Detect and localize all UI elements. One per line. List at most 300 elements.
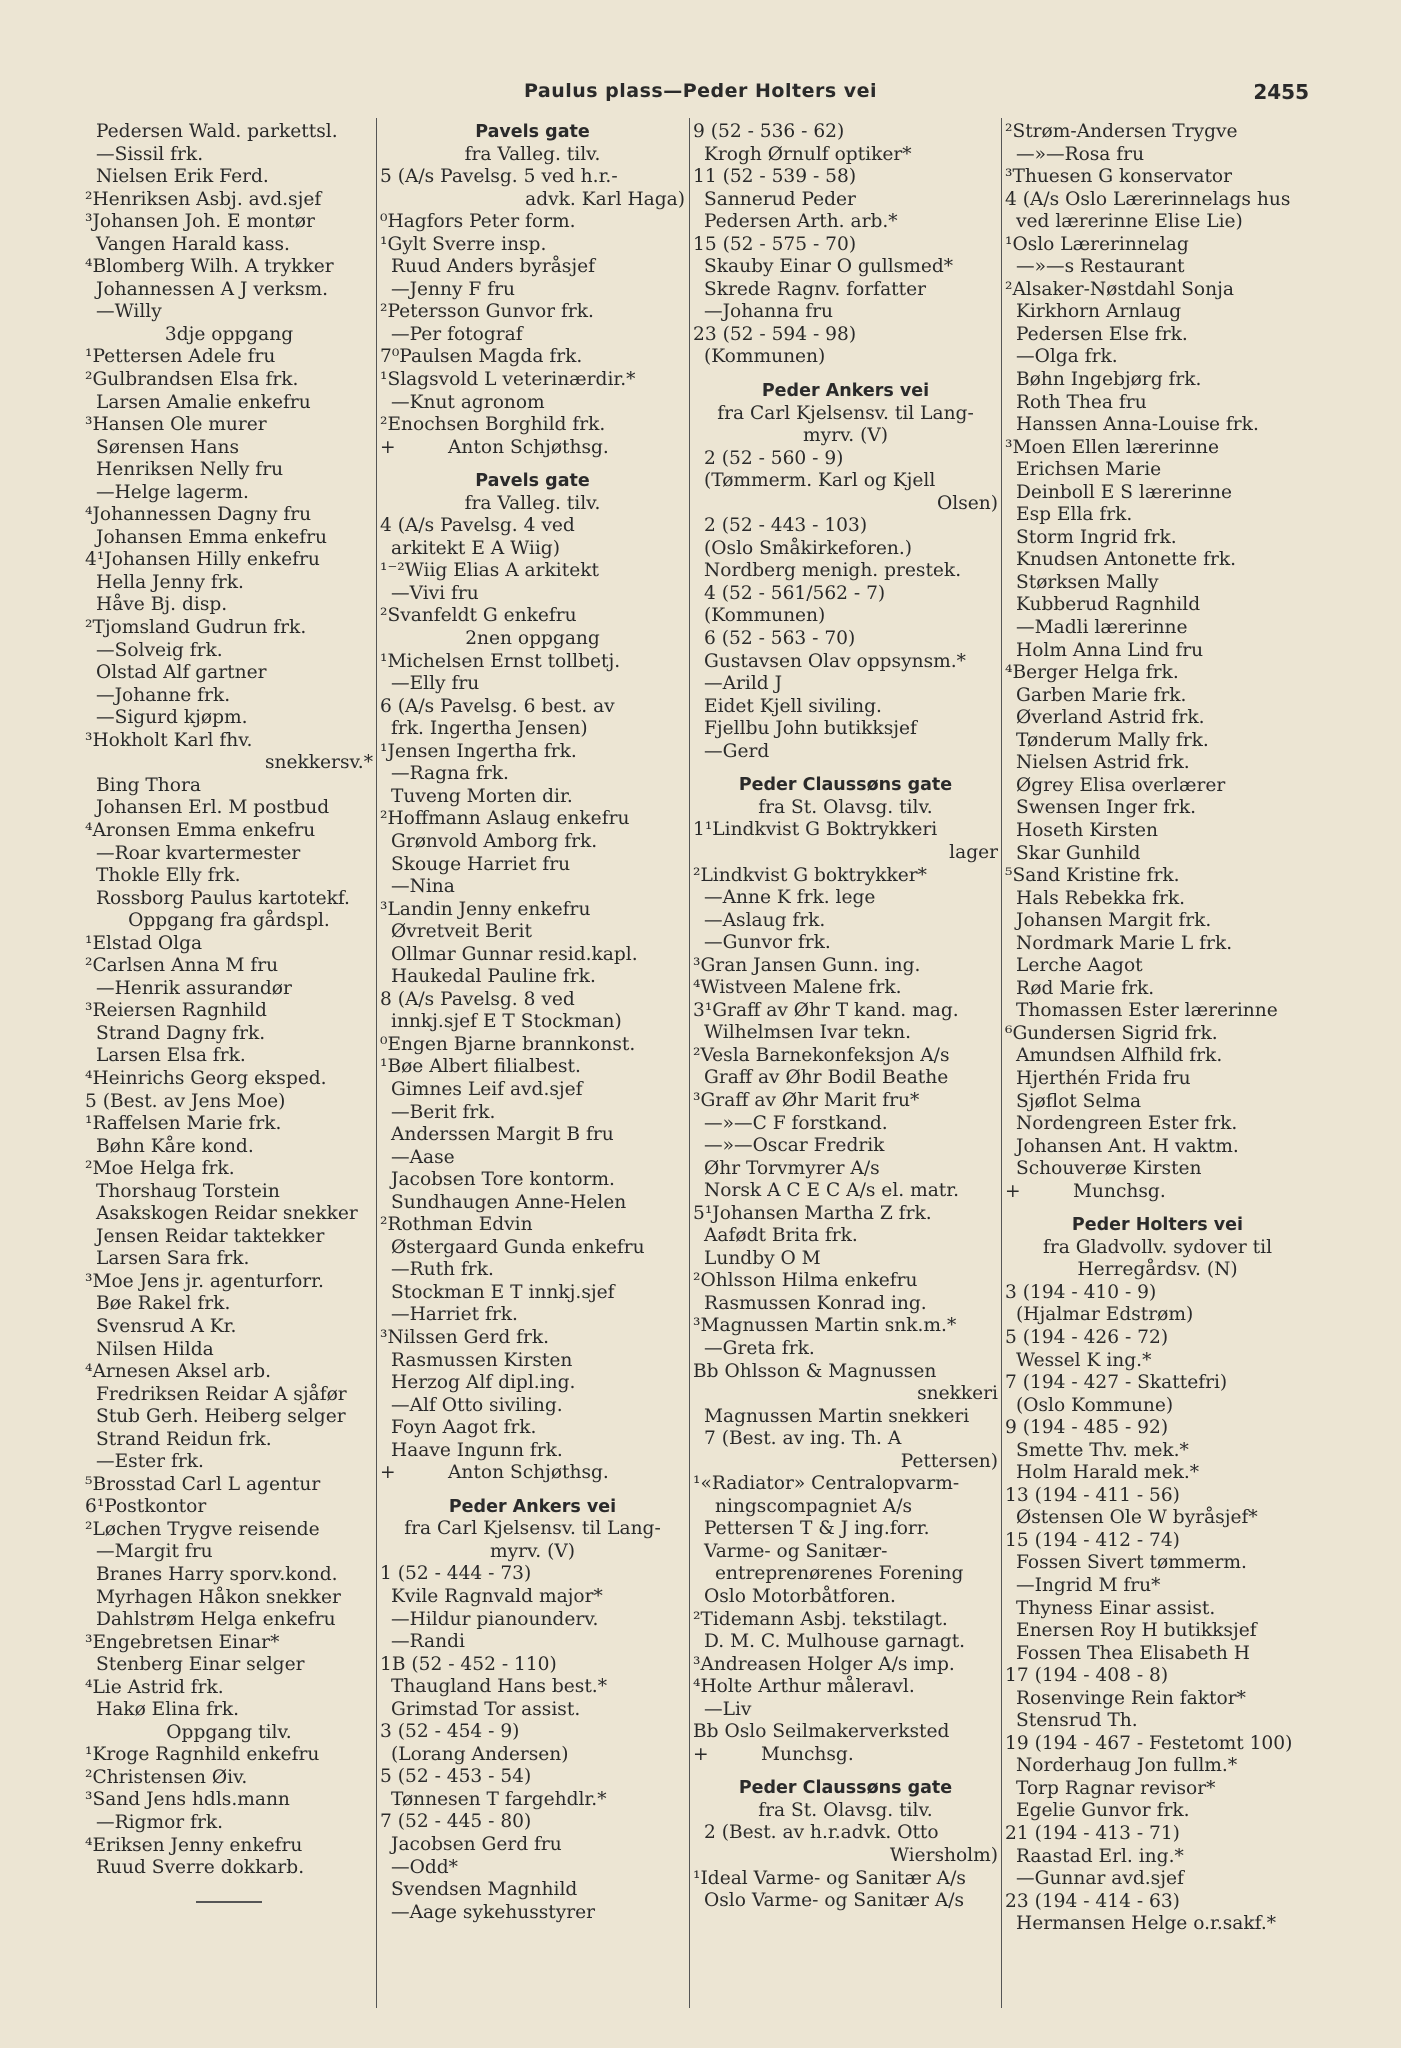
directory-line: ²Vesla Barnekonfeksjon A/s xyxy=(693,1044,950,1066)
directory-line: fra St. Olavsg. tilv. xyxy=(758,1799,933,1821)
directory-line: 2nen oppgang xyxy=(465,628,600,650)
section-rule xyxy=(85,1891,373,1914)
directory-line: fra Valleg. tilv. xyxy=(464,492,601,514)
directory-line: Nilsen Hilda xyxy=(96,1338,214,1360)
directory-line: Holm Harald mek.* xyxy=(1016,1462,1200,1484)
directory-line: Henriksen Nelly fru xyxy=(96,459,284,481)
directory-line: —»—C F forstkand. xyxy=(704,1112,888,1134)
directory-line: 23 (52 - 594 - 98) xyxy=(693,323,857,345)
directory-line: Øvretveit Berit xyxy=(391,921,532,943)
directory-line: arkitekt E A Wiig) xyxy=(391,537,560,559)
directory-line: 6 (A/s Pavelsg. 6 best. av xyxy=(380,695,615,717)
directory-line: 9 (52 - 536 - 62) xyxy=(693,121,845,142)
running-title: Paulus plass—Peder Holters vei xyxy=(523,80,878,102)
directory-line: ved lærerinne Elise Lie) xyxy=(1016,211,1243,233)
directory-line: Holm Anna Lind fru xyxy=(1016,639,1204,661)
directory-line: Nordengreen Ester frk. xyxy=(1016,1113,1238,1135)
directory-line: ⁴Blomberg Wilh. A trykker xyxy=(85,256,334,278)
directory-line: —Nina xyxy=(391,876,455,898)
directory-line: Øverland Astrid frk. xyxy=(1016,707,1205,729)
directory-line: —Johanna fru xyxy=(704,301,833,323)
directory-line: Hals Rebekka frk. xyxy=(1016,887,1186,909)
directory-line: 7⁰Paulsen Magda frk. xyxy=(380,346,583,368)
directory-line: Wilhelmsen Ivar tekn. xyxy=(704,1022,912,1044)
directory-line: —Sissil frk. xyxy=(96,143,204,165)
spacer xyxy=(693,1766,998,1777)
column-1 xyxy=(85,121,373,1913)
street-heading: Peder Holters vei xyxy=(1071,1215,1244,1236)
directory-line: Jacobsen Tore kontorm. xyxy=(391,1169,615,1191)
directory-line: 23 (194 - 414 - 63) xyxy=(1005,1890,1180,1912)
directory-line: ³Hokholt Karl fhv. xyxy=(85,729,253,751)
directory-line: Hella Jenny frk. xyxy=(96,571,244,593)
directory-line: ¹Slagsvold L veterinærdir.* xyxy=(380,369,636,391)
column-divider xyxy=(1001,118,1002,2008)
directory-line: —Willy xyxy=(96,301,162,323)
directory-line: (Kommunen) xyxy=(704,346,826,368)
directory-line: Hakø Elina frk. xyxy=(96,1699,240,1721)
directory-line: Deinboll E S lærerinne xyxy=(1016,481,1232,503)
directory-line: D. M. C. Mulhouse garnagt. xyxy=(704,1631,966,1653)
directory-line: Johansen Margit frk. xyxy=(1016,910,1212,932)
directory-line: —Aslaug frk. xyxy=(704,909,826,931)
directory-line: Enersen Roy H butikksjef xyxy=(1016,1620,1257,1642)
directory-line: 4 (A/s Pavelsg. 4 ved xyxy=(380,515,575,537)
directory-line: Kubberud Ragnhild xyxy=(1016,594,1201,616)
directory-line: Sørensen Hans xyxy=(96,436,240,458)
directory-line: Øhr Torvmyrer A/s xyxy=(704,1157,880,1179)
directory-line: ⁵Sand Kristine frk. xyxy=(1005,865,1180,887)
directory-line: Dahlstrøm Helga enkefru xyxy=(96,1609,336,1631)
directory-line: ³Sand Jens hdls.mann xyxy=(85,1789,290,1811)
directory-line: ⁴Lie Astrid frk. xyxy=(85,1676,224,1698)
directory-line: fra Gladvollv. sydover til xyxy=(1042,1236,1273,1258)
directory-line: Smette Thv. mek.* xyxy=(1016,1439,1189,1461)
directory-line: ¹Oslo Lærerinnelag xyxy=(1005,233,1189,255)
directory-line: Anderssen Margit B fru xyxy=(391,1124,614,1146)
directory-line: (Oslo Småkirkeforen.) xyxy=(704,537,913,559)
directory-line: —Arild J xyxy=(704,673,783,695)
directory-line: Østergaard Gunda enkefru xyxy=(391,1236,645,1258)
directory-line: ⁴Aronsen Emma enkefru xyxy=(85,819,316,841)
cross-reference-text: Munchsg. xyxy=(761,1743,854,1765)
directory-line: Haukedal Pauline frk. xyxy=(391,966,596,988)
directory-line: —Margit fru xyxy=(96,1541,213,1563)
directory-line: ³Thuesen G konservator xyxy=(1005,166,1233,188)
directory-line: —Anne K frk. lege xyxy=(704,887,876,909)
directory-line: —Greta frk. xyxy=(704,1337,815,1359)
directory-line: Johannessen A J verksm. xyxy=(96,278,329,300)
directory-line: ³Magnussen Martin snk.m.* xyxy=(693,1315,957,1337)
directory-line: Størksen Mally xyxy=(1016,571,1159,593)
directory-line: Wiersholm) xyxy=(889,1845,998,1867)
directory-line: —»—Rosa fru xyxy=(1016,143,1145,165)
directory-line: —Olga frk. xyxy=(1016,346,1118,368)
directory-line: 8 (A/s Pavelsg. 8 ved xyxy=(380,988,575,1010)
directory-line: Ruud Sverre dokkarb. xyxy=(96,1857,305,1879)
directory-line: Tønnesen T fargehdlr.* xyxy=(391,1788,607,1810)
directory-line: ¹Raffelsen Marie frk. xyxy=(85,1113,282,1135)
directory-line: Johansen Ant. H vaktm. xyxy=(1016,1135,1239,1157)
street-heading: Peder Claussøns gate xyxy=(738,775,953,796)
directory-line: ⁰Engen Bjarne brannkonst. xyxy=(380,1033,636,1055)
directory-line: ¹Gylt Sverre insp. xyxy=(380,233,547,255)
directory-line: Varme- og Sanitær- xyxy=(704,1540,888,1562)
directory-line: —»—s Restaurant xyxy=(1016,256,1185,278)
directory-line: 6 (52 - 563 - 70) xyxy=(704,628,856,650)
column-4 xyxy=(1005,121,1310,1936)
directory-line: Asakskogen Reidar snekker xyxy=(96,1203,358,1225)
cross-reference-icon: + xyxy=(380,436,396,458)
directory-line: ²Petersson Gunvor frk. xyxy=(380,301,594,323)
directory-line: Skrede Ragnv. forfatter xyxy=(704,278,926,300)
directory-line: ²Moe Helga frk. xyxy=(85,1158,235,1180)
street-heading: Pavels gate xyxy=(475,122,590,142)
directory-line: —Aage sykehusstyrer xyxy=(391,1901,596,1923)
directory-line: Svensrud A Kr. xyxy=(96,1315,237,1337)
column-divider xyxy=(689,118,690,2008)
directory-line: ¹⁻²Wiig Elias A arkitekt xyxy=(380,560,599,582)
directory-line: myrv. (V) xyxy=(802,425,889,447)
directory-line: Øgrey Elisa overlærer xyxy=(1016,774,1226,796)
directory-line: Myrhagen Håkon snekker xyxy=(96,1586,341,1608)
directory-line: Fossen Thea Elisabeth H xyxy=(1016,1642,1251,1664)
directory-line: (Oslo Kommune) xyxy=(1016,1394,1174,1416)
directory-line: Bb Ohlsson & Magnussen xyxy=(693,1360,937,1382)
directory-line: ²Lindkvist G boktrykker* xyxy=(693,864,927,886)
directory-line: Krogh Ørnulf optiker* xyxy=(704,143,912,165)
directory-line: —Harriet frk. xyxy=(391,1304,518,1326)
directory-line: Lundby O M xyxy=(704,1247,821,1269)
cross-reference-text: Anton Schjøthsg. xyxy=(448,436,609,458)
directory-line: ³Graff av Øhr Marit fru* xyxy=(693,1089,920,1111)
directory-line: 2 (Best. av h.r.advk. Otto xyxy=(704,1822,939,1844)
directory-line xyxy=(380,1462,685,1485)
directory-line: —Gerd xyxy=(704,740,770,762)
directory-line: ²Henriksen Asbj. avd.sjef xyxy=(85,188,322,210)
directory-line: Larsen Sara frk. xyxy=(96,1248,250,1270)
directory-line: frk. Ingertha Jensen) xyxy=(391,718,588,740)
directory-line: Thomassen Ester lærerinne xyxy=(1016,1000,1278,1022)
spacer xyxy=(693,763,998,774)
cross-reference-icon: + xyxy=(380,1462,396,1484)
directory-line: Rasmussen Kirsten xyxy=(391,1349,573,1371)
directory-line: Grønvold Amborg frk. xyxy=(391,830,598,852)
directory-line: ³Nilssen Gerd frk. xyxy=(380,1326,550,1348)
directory-line: Fjellbu John butikksjef xyxy=(704,718,917,740)
directory-line: Strand Dagny frk. xyxy=(96,1022,266,1044)
directory-line: 5 (A/s Pavelsg. 5 ved h.r.- xyxy=(380,166,618,188)
directory-line: Egelie Gunvor frk. xyxy=(1016,1800,1190,1822)
directory-line: ⁴Eriksen Jenny enkefru xyxy=(85,1834,303,1856)
directory-line: Schouverøe Kirsten xyxy=(1016,1158,1202,1180)
directory-line: Johansen Erl. M postbud xyxy=(96,797,330,819)
directory-line: ²Alsaker-Nøstdahl Sonja xyxy=(1005,278,1234,300)
directory-line: Aafødt Brita frk. xyxy=(704,1225,858,1247)
directory-line: 2 (52 - 560 - 9) xyxy=(704,447,844,469)
directory-line xyxy=(1005,1181,1310,1204)
directory-line: (Tømmerm. Karl og Kjell xyxy=(704,470,936,492)
directory-line: Esp Ella frk. xyxy=(1016,504,1133,526)
directory-line: ⁴Heinrichs Georg eksped. xyxy=(85,1067,327,1089)
directory-line: ¹Michelsen Ernst tollbetj. xyxy=(380,650,621,672)
directory-line: Stub Gerh. Heiberg selger xyxy=(96,1406,346,1428)
directory-line: Olstad Alf gartner xyxy=(96,662,267,684)
directory-line: ²Tjomsland Gudrun frk. xyxy=(85,617,307,639)
spacer xyxy=(693,369,998,380)
directory-line: Gustavsen Olav oppsynsm.* xyxy=(704,650,966,672)
directory-line: ³Reiersen Ragnhild xyxy=(85,1000,267,1022)
directory-line: Storm Ingrid frk. xyxy=(1016,526,1177,548)
directory-line: Håve Bj. disp. xyxy=(96,594,228,616)
directory-line: —Ruth frk. xyxy=(391,1259,494,1281)
directory-line: 7 (Best. av ing. Th. A xyxy=(704,1428,902,1450)
directory-line: Thyness Einar assist. xyxy=(1016,1597,1216,1619)
directory-line: 1¹Lindkvist G Boktrykkeri xyxy=(693,819,938,841)
directory-line: Stensrud Th. xyxy=(1016,1710,1138,1732)
directory-line: —Johanne frk. xyxy=(96,684,231,706)
directory-line: —Ester frk. xyxy=(96,1451,204,1473)
directory-line: —Madli lærerinne xyxy=(1016,617,1188,639)
directory-line: Svendsen Magnhild xyxy=(391,1879,578,1901)
directory-line: Nordberg menigh. prestek. xyxy=(704,560,962,582)
directory-line: Sannerud Peder xyxy=(704,188,856,210)
directory-line: —Berit frk. xyxy=(391,1101,496,1123)
directory-line: (Lorang Andersen) xyxy=(391,1743,569,1765)
directory-line: ²Ohlsson Hilma enkefru xyxy=(693,1270,918,1292)
directory-line: Oppgang tilv. xyxy=(166,1721,292,1743)
directory-line: Herzog Alf dipl.ing. xyxy=(391,1372,576,1394)
directory-line: Larsen Amalie enkefru xyxy=(96,391,311,413)
directory-line: 5 (Best. av Jens Moe) xyxy=(85,1090,286,1112)
directory-line: ²Hoffmann Aslaug enkefru xyxy=(380,808,630,830)
directory-line: Skauby Einar O gullsmed* xyxy=(704,256,954,278)
directory-line: Thokle Elly frk. xyxy=(96,865,241,887)
directory-line: ⁶Gundersen Sigrid frk. xyxy=(1005,1022,1218,1044)
directory-line: —Per fotograf xyxy=(391,323,523,345)
directory-line: 4¹Johansen Hilly enkefru xyxy=(85,549,320,571)
directory-line: —Knut agronom xyxy=(391,391,545,413)
directory-line: 13 (194 - 411 - 56) xyxy=(1005,1484,1180,1506)
directory-line: Roth Thea fru xyxy=(1016,391,1147,413)
directory-line: ⁴Arnesen Aksel arb. xyxy=(85,1361,272,1383)
directory-line: advk. Karl Haga) xyxy=(525,188,685,210)
directory-line: ³Moe Jens jr. agenturforr. xyxy=(85,1270,324,1292)
directory-line: fra Carl Kjelsensv. til Lang- xyxy=(717,402,974,424)
directory-line: ¹«Radiator» Centralopvarm- xyxy=(693,1473,960,1495)
street-heading: Peder Ankers vei xyxy=(448,1496,617,1517)
directory-line: Johansen Emma enkefru xyxy=(96,526,327,548)
directory-line: 3¹Graff av Øhr T kand. mag. xyxy=(693,999,959,1021)
cross-reference-icon: + xyxy=(1005,1180,1021,1202)
directory-line: Sjøflot Selma xyxy=(1016,1090,1142,1112)
directory-line: 1B (52 - 452 - 110) xyxy=(380,1653,557,1675)
directory-line: Strand Reidun frk. xyxy=(96,1428,272,1450)
directory-line: ⁴Berger Helga frk. xyxy=(1005,662,1179,684)
directory-line: 2 (52 - 443 - 103) xyxy=(704,515,868,537)
directory-line: Thorshaug Torstein xyxy=(96,1180,280,1202)
directory-line: ⁴Holte Arthur måleravl. xyxy=(693,1676,915,1698)
spacer xyxy=(380,1485,685,1496)
directory-line: ²Carlsen Anna M fru xyxy=(85,955,279,977)
directory-line: 21 (194 - 413 - 71) xyxy=(1005,1823,1180,1845)
street-heading: Peder Claussøns gate xyxy=(738,1778,953,1799)
directory-line: Jacobsen Gerd fru xyxy=(391,1834,562,1856)
directory-line: 5¹Johansen Martha Z frk. xyxy=(693,1202,932,1224)
directory-line: Rossborg Paulus kartotekf. xyxy=(96,887,350,909)
directory-line: —Gunnar avd.sjef xyxy=(1016,1868,1184,1890)
directory-line: Skouge Harriet fru xyxy=(391,853,571,875)
directory-line: 7 (52 - 445 - 80) xyxy=(380,1811,532,1833)
directory-line: Magnussen Martin snekkeri xyxy=(704,1405,970,1427)
directory-line: Rasmussen Konrad ing. xyxy=(704,1292,927,1314)
directory-line: ²Svanfeldt G enkefru xyxy=(380,605,577,627)
directory-line: Norderhaug Jon fullm.* xyxy=(1016,1755,1238,1777)
directory-line: Garben Marie frk. xyxy=(1016,684,1187,706)
directory-line: Oppgang fra gårdspl. xyxy=(128,910,330,932)
directory-line: Eidet Kjell siviling. xyxy=(704,695,882,717)
directory-line: 5 (52 - 453 - 54) xyxy=(380,1766,532,1788)
directory-line: Hjerthén Frida fru xyxy=(1016,1067,1191,1089)
directory-line: Oslo Motorbåtforen. xyxy=(704,1586,896,1607)
directory-line: —Helge lagerm. xyxy=(96,481,249,503)
directory-line: ²Løchen Trygve reisende xyxy=(85,1518,320,1540)
directory-line: ningscompagniet A/s xyxy=(715,1495,913,1517)
directory-line: fra Carl Kjelsensv. til Lang- xyxy=(404,1518,661,1540)
directory-line: Hermansen Helge o.r.sakf.* xyxy=(1016,1913,1277,1935)
cross-reference-icon: + xyxy=(693,1743,709,1765)
directory-line: ¹Kroge Ragnhild enkefru xyxy=(85,1744,320,1766)
directory-line: 1 (52 - 444 - 73) xyxy=(380,1563,532,1585)
directory-line: ¹Jensen Ingertha frk. xyxy=(380,740,577,762)
directory-line: 5 (194 - 426 - 72) xyxy=(1005,1326,1169,1348)
directory-line: 3 (194 - 410 - 9) xyxy=(1005,1281,1157,1303)
street-heading: Peder Ankers vei xyxy=(761,381,930,402)
directory-line: Pettersen T & J ing.forr. xyxy=(704,1518,930,1540)
directory-line: ³Landin Jenny enkefru xyxy=(380,898,591,920)
directory-line: Bøhn Ingebjørg frk. xyxy=(1016,369,1202,391)
directory-line: 19 (194 - 467 - Festetomt 100) xyxy=(1005,1732,1293,1754)
page-number: 2455 xyxy=(1253,80,1309,104)
directory-line: snekkersv.* xyxy=(265,752,373,774)
directory-line: Branes Harry sporv.kond. xyxy=(96,1564,338,1585)
directory-line: —Henrik assurandør xyxy=(96,977,292,999)
directory-line: Stenberg Einar selger xyxy=(96,1654,305,1676)
directory-line: —Odd* xyxy=(391,1856,458,1878)
directory-line: (Kommunen) xyxy=(704,605,826,627)
directory-line: Ollmar Gunnar resid.kapl. xyxy=(391,943,638,965)
directory-line: Erichsen Marie xyxy=(1016,459,1162,481)
directory-line: ⁰Hagfors Peter form. xyxy=(380,211,576,233)
directory-line: ⁴Wistveen Malene frk. xyxy=(693,977,902,999)
directory-line: 4 (52 - 561/562 - 7) xyxy=(704,582,886,604)
directory-line: ³Engebretsen Einar* xyxy=(85,1631,280,1653)
directory-line: entreprenørenes Forening xyxy=(715,1563,964,1585)
directory-line: Fossen Sivert tømmerm. xyxy=(1016,1552,1247,1574)
directory-line: Nielsen Astrid frk. xyxy=(1016,752,1190,774)
directory-line: myrv. (V) xyxy=(489,1540,576,1562)
directory-line: Bøhn Kåre kond. xyxy=(96,1135,254,1157)
directory-line: Stockman E T innkj.sjef xyxy=(391,1281,615,1303)
directory-line: Rosenvinge Rein faktor* xyxy=(1016,1687,1246,1709)
directory-line: Oslo Varme- og Sanitær A/s xyxy=(704,1890,965,1912)
directory-line: Raastad Erl. ing.* xyxy=(1016,1845,1184,1867)
cross-reference-text: Anton Schjøthsg. xyxy=(448,1462,609,1484)
directory-line: 11 (52 - 539 - 58) xyxy=(693,166,857,188)
directory-line: —Randi xyxy=(391,1631,465,1653)
directory-line: Graff av Øhr Bodil Beathe xyxy=(704,1067,949,1089)
column-divider xyxy=(376,118,377,2008)
directory-line: Kirkhorn Arnlaug xyxy=(1016,301,1182,323)
directory-line: fra Valleg. tilv. xyxy=(464,143,601,165)
directory-line: —Vivi fru xyxy=(391,582,479,604)
directory-line: —Ingrid M fru* xyxy=(1016,1575,1161,1596)
directory-line: Amundsen Alfhild frk. xyxy=(1016,1045,1223,1067)
directory-line: ¹Elstad Olga xyxy=(85,932,203,954)
directory-line: Bb Oslo Seilmakerverksted xyxy=(693,1721,950,1743)
directory-line: Olsen) xyxy=(937,492,998,514)
directory-line: Larsen Elsa frk. xyxy=(96,1045,246,1067)
directory-line: 4 (A/s Oslo Lærerinnelags hus xyxy=(1005,188,1291,210)
directory-line: Skar Gunhild xyxy=(1016,842,1141,864)
directory-line: Herregårdsv. (N) xyxy=(1077,1259,1238,1281)
directory-line: 3 (52 - 454 - 9) xyxy=(380,1721,520,1743)
directory-line: ³Johansen Joh. E montør xyxy=(85,211,315,233)
column-2 xyxy=(380,121,685,1924)
directory-line: Grimstad Tor assist. xyxy=(391,1698,581,1720)
directory-line xyxy=(693,1744,998,1767)
directory-line: Wessel K ing.* xyxy=(1016,1349,1152,1371)
directory-line: —Alf Otto siviling. xyxy=(391,1394,563,1416)
directory-line: ⁵Brosstad Carl L agentur xyxy=(85,1473,321,1495)
directory-line: Norsk A C E C A/s el. matr. xyxy=(704,1180,960,1202)
directory-line: Hoseth Kirsten xyxy=(1016,819,1159,841)
directory-line: Østensen Ole W byråsjef* xyxy=(1016,1507,1258,1529)
directory-line: Pedersen Arth. arb.* xyxy=(704,211,898,233)
directory-line: Torp Ragnar revisor* xyxy=(1016,1777,1216,1799)
directory-line: 15 (52 - 575 - 70) xyxy=(693,233,857,255)
directory-line: Pettersen) xyxy=(900,1450,998,1472)
directory-line: —Gunvor frk. xyxy=(704,932,831,954)
directory-line: —Liv xyxy=(704,1698,752,1720)
directory-line: 6¹Postkontor xyxy=(85,1496,207,1518)
directory-line: Foyn Aagot frk. xyxy=(391,1417,537,1439)
directory-line: fra St. Olavsg. tilv. xyxy=(758,796,933,818)
directory-line: 3dje oppgang xyxy=(164,323,294,345)
directory-line: Fredriksen Reidar A sjåfør xyxy=(96,1383,347,1405)
directory-line: ¹Pettersen Adele fru xyxy=(85,346,276,368)
directory-line: ²Strøm-Andersen Trygve xyxy=(1005,121,1238,142)
spacer xyxy=(85,1880,373,1891)
directory-line: Knudsen Antonette frk. xyxy=(1016,549,1237,571)
directory-line: 9 (194 - 485 - 92) xyxy=(1005,1417,1169,1439)
directory-line: innkj.sjef E T Stockman) xyxy=(391,1011,622,1033)
directory-line: —Elly fru xyxy=(391,673,480,695)
directory-line: —Ragna frk. xyxy=(391,763,509,785)
directory-line: —Hildur pianounderv. xyxy=(391,1608,599,1630)
directory-line: snekkeri xyxy=(917,1383,998,1405)
directory-line: Kvile Ragnvald major* xyxy=(391,1586,603,1607)
directory-line: ¹Bøe Albert filialbest. xyxy=(380,1056,581,1078)
directory-line: Lerche Aagot xyxy=(1016,955,1143,977)
directory-line: —Solveig frk. xyxy=(96,639,223,661)
directory-line: Vangen Harald kass. xyxy=(96,233,290,255)
directory-line: 17 (194 - 408 - 8) xyxy=(1005,1665,1169,1687)
directory-line: Tønderum Mally frk. xyxy=(1016,729,1209,751)
directory-line xyxy=(380,437,685,460)
directory-line: Gimnes Leif avd.sjef xyxy=(391,1078,583,1100)
directory-line: ³Hansen Ole murer xyxy=(85,414,267,436)
